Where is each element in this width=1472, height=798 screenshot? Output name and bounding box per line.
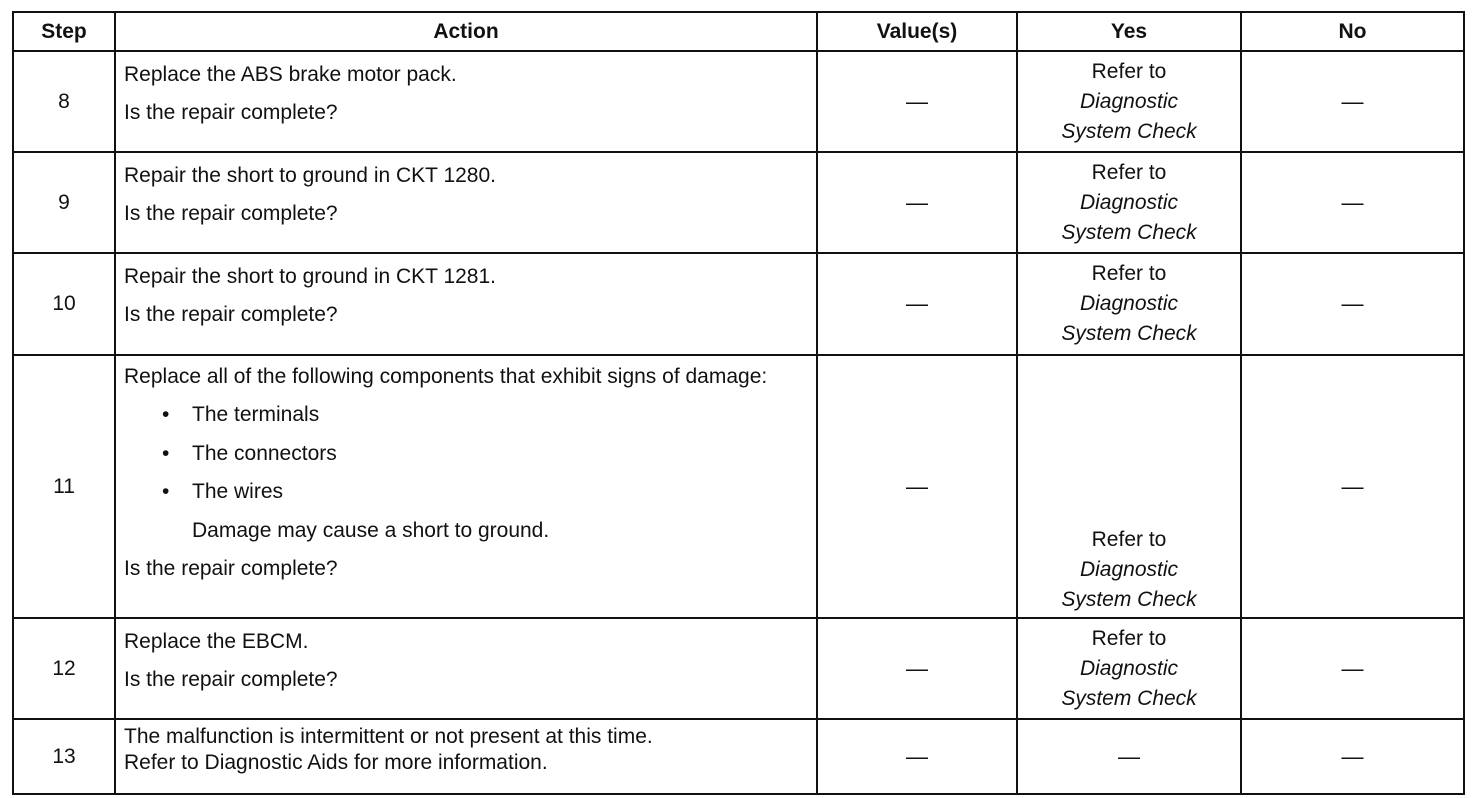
yes-cell <box>1017 152 1241 253</box>
action-question: Is the repair complete? <box>124 202 338 225</box>
action-cell <box>115 253 817 355</box>
no-cell: — <box>1241 618 1464 719</box>
table-row <box>13 355 1464 618</box>
table-row <box>13 152 1464 253</box>
header-no: No <box>1241 12 1464 51</box>
action-text: Repair the short to ground in CKT 1281. <box>124 265 497 288</box>
step-number: 13 <box>13 719 115 794</box>
yes-cell: — <box>1017 719 1241 794</box>
yes-cell <box>1017 618 1241 719</box>
action-text: Replace all of the following components that exhibit signs of damage: <box>124 365 768 388</box>
no-cell: — <box>1241 152 1464 253</box>
value-cell: — <box>817 618 1017 719</box>
diagnostic-table <box>12 11 1465 795</box>
yes-cell <box>1017 355 1241 618</box>
yes-refer-to: Refer to <box>1091 262 1167 285</box>
header-yes: Yes <box>1017 12 1241 51</box>
no-cell: — <box>1241 51 1464 152</box>
action-cell <box>115 719 817 794</box>
action-question: Is the repair complete? <box>124 303 338 326</box>
value-cell: — <box>817 355 1017 618</box>
no-cell: — <box>1241 719 1464 794</box>
bullet-icon: • <box>162 480 170 503</box>
system-check-link[interactable]: System Check <box>1061 588 1197 611</box>
step-number: 10 <box>13 253 115 355</box>
table-row <box>13 51 1464 152</box>
action-note: Damage may cause a short to ground. <box>192 518 550 542</box>
action-question: Is the repair complete? <box>124 668 338 691</box>
action-text: Replace the ABS brake motor pack. <box>124 63 457 86</box>
action-text-reference: Refer to Diagnostic Aids for more information. <box>124 751 548 774</box>
header-action: Action <box>115 12 817 51</box>
yes-refer-to: Refer to <box>1091 528 1167 551</box>
bullet-icon: • <box>162 403 170 426</box>
system-check-link[interactable]: System Check <box>1061 220 1197 244</box>
value-cell: — <box>817 253 1017 355</box>
action-cell <box>115 618 817 719</box>
diagnostic-link[interactable]: Diagnostic <box>1079 656 1179 680</box>
yes-cell <box>1017 51 1241 152</box>
system-check-link[interactable]: System Check <box>1061 686 1197 710</box>
list-item <box>124 435 810 474</box>
diagnostic-link[interactable]: Diagnostic <box>1079 190 1179 214</box>
action-question: Is the repair complete? <box>124 101 338 124</box>
action-cell <box>115 51 817 152</box>
list-item-text: The connectors <box>192 441 337 465</box>
yes-refer-to: Refer to <box>1091 59 1167 83</box>
action-text: Repair the short to ground in CKT 1280. <box>124 164 497 187</box>
step-number: 12 <box>13 618 115 719</box>
yes-refer-to: Refer to <box>1091 160 1167 184</box>
table-header-row <box>13 12 1464 51</box>
list-item-text: The wires <box>192 480 284 503</box>
step-number: 8 <box>13 51 115 152</box>
action-question: Is the repair complete? <box>124 557 338 580</box>
action-text: Replace the EBCM. <box>124 630 309 653</box>
header-step: Step <box>13 12 115 51</box>
list-item-text: The terminals <box>192 403 320 426</box>
bullet-icon: • <box>162 441 170 465</box>
diagnostic-link[interactable]: Diagnostic <box>1079 292 1179 315</box>
step-number: 9 <box>13 152 115 253</box>
action-cell <box>115 152 817 253</box>
system-check-link[interactable]: System Check <box>1061 119 1197 143</box>
diagnostic-link[interactable]: Diagnostic <box>1079 89 1179 113</box>
action-text: The malfunction is intermittent or not present at this time. <box>124 725 653 748</box>
header-values: Value(s) <box>817 12 1017 51</box>
no-cell: — <box>1241 253 1464 355</box>
table-row <box>13 253 1464 355</box>
value-cell: — <box>817 719 1017 794</box>
value-cell: — <box>817 152 1017 253</box>
list-item <box>124 473 810 512</box>
yes-cell <box>1017 253 1241 355</box>
system-check-link[interactable]: System Check <box>1061 322 1197 345</box>
no-cell: — <box>1241 355 1464 618</box>
step-number: 11 <box>13 355 115 618</box>
action-cell <box>115 355 817 618</box>
value-cell: — <box>817 51 1017 152</box>
table-row <box>13 719 1464 794</box>
list-item <box>124 396 810 435</box>
diagnostic-link[interactable]: Diagnostic <box>1079 558 1179 581</box>
table-row <box>13 618 1464 719</box>
yes-refer-to: Refer to <box>1091 626 1167 650</box>
